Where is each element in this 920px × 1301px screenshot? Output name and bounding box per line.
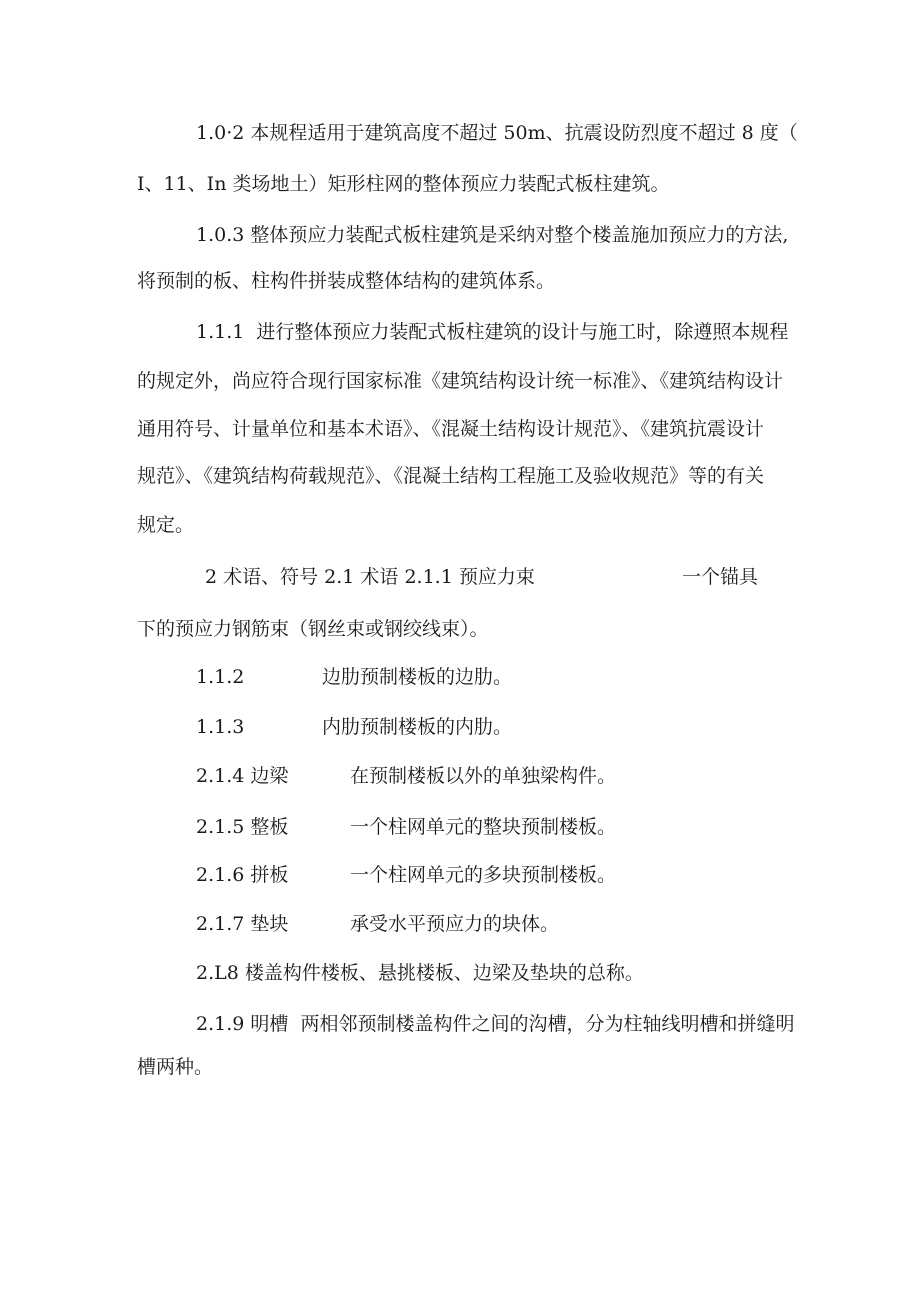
term-definition: 一个柱网单元的多块预制楼板。: [350, 864, 617, 886]
term-definition: 边肋预制楼板的边肋。: [322, 666, 513, 688]
term-definition: 承受水平预应力的块体。: [350, 913, 560, 935]
terms-heading-right: 一个锚具: [682, 566, 759, 588]
paragraph-102-line2: I、11、In 类场地土）矩形柱网的整体预应力装配式板柱建筑。: [137, 173, 670, 195]
term-218: 2.L8 楼盖构件楼板、悬挑楼板、边梁及垫块的总称。: [196, 962, 644, 984]
term-code: 2.1.6 拼板: [196, 864, 289, 886]
paragraph-111-line4: 规范》、《建筑结构荷载规范》、《混凝土结构工程施工及验收规范》等的有关: [137, 465, 765, 487]
paragraph-111-line3: 通用符号、计量单位和基本术语》、《混凝土结构设计规范》、《建筑抗震设计: [137, 418, 765, 440]
term-definition: 在预制楼板以外的单独梁构件。: [350, 765, 617, 787]
term-219-line2: 槽两种。: [137, 1056, 214, 1078]
term-code: 1.1.2: [196, 666, 245, 688]
term-code: 2.1.4 边梁: [196, 765, 289, 787]
terms-heading-line2: 下的预应力钢筋束（钢丝束或钢绞线束）。: [137, 618, 489, 640]
paragraph-111-line2: 的规定外，尚应符合现行国家标准《建筑结构设计统一标准》、《建筑结构设计: [137, 370, 784, 392]
paragraph-103-line1: 1.0.3 整体预应力装配式板柱建筑是采纳对整个楼盖施加预应力的方法,: [196, 224, 789, 246]
paragraph-102-line1: 1.0·2 本规程适用于建筑高度不超过 50m、抗震设防烈度不超过 8 度（: [196, 122, 798, 144]
term-code: 2.1.5 整板: [196, 816, 289, 838]
term-code: 1.1.3: [196, 716, 245, 738]
term-code: 2.1.7 垫块: [196, 913, 289, 935]
term-definition: 一个柱网单元的整块预制楼板。: [350, 816, 617, 838]
terms-heading-left: 2 术语、符号 2.1 术语 2.1.1 预应力束: [205, 566, 535, 588]
paragraph-111-line1: 1.1.1 进行整体预应力装配式板柱建筑的设计与施工时，除遵照本规程: [196, 321, 789, 343]
paragraph-103-line2: 将预制的板、柱构件拼装成整体结构的建筑体系。: [137, 270, 556, 292]
paragraph-111-line5: 规定。: [137, 514, 195, 536]
term-definition: 内肋预制楼板的内肋。: [322, 716, 513, 738]
term-219-line1: 2.1.9 明槽 两相邻预制楼盖构件之间的沟槽，分为柱轴线明槽和拼缝明: [196, 1013, 795, 1035]
